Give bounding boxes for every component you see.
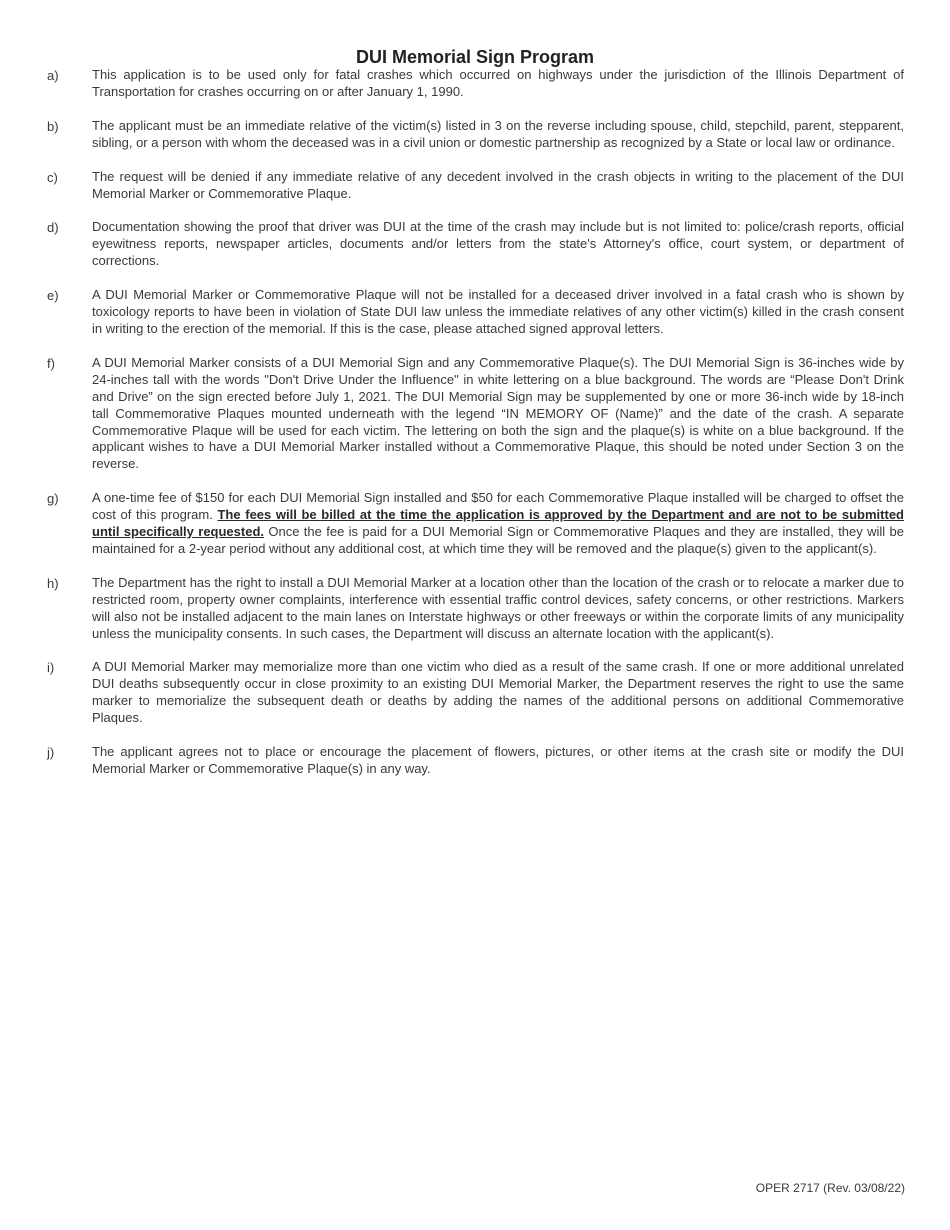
list-item-b xyxy=(0,118,950,152)
form-number: OPER 2717 (Rev. 03/08/22) xyxy=(755,1181,905,1195)
item-letter: g) xyxy=(47,491,59,507)
instruction-list xyxy=(0,67,950,795)
item-text: Documentation showing the proof that driver was DUI at the time of the crash may include but is not limited to: police/crash reports, official eyewitness reports, newspaper articles, documents and/or letters from the state's Attorney's office, court system, or department of corrections. xyxy=(92,219,904,269)
item-letter: e) xyxy=(47,288,59,304)
item-letter: d) xyxy=(47,220,59,236)
item-text: A DUI Memorial Marker or Commemorative Plaque will not be installed for a deceased driver involved in a fatal crash who is shown by toxicology reports to have been in violation of State DUI law unless the immediate relatives of any other victim(s) killed in the crash consent in writing to the erection of the memorial. If this is the case, please attached signed approval letters. xyxy=(92,287,904,336)
item-text: The applicant must be an immediate relative of the victim(s) listed in 3 on the reverse including spouse, child, stepchild, parent, stepparent, sibling, or a person with whom the deceased was in a civil union or domestic partnership as recognized by a State or local law or ordinance. xyxy=(92,117,904,150)
page-title: DUI Memorial Sign Program xyxy=(355,47,595,67)
item-text: The Department has the right to install a DUI Memorial Marker at a location other than the location of the crash or to relocate a marker due to restricted room, property owner complaints, interference with essential traffic control devices, safety concerns, or other restrictions. Markers will also not be installed adjacent to the main lanes on Interstate highways or other freeways or within the corporate limits of any municipality unless the municipality consents. In such cases, the Department will discuss an alternate location with the applicant(s). xyxy=(92,574,904,641)
item-text: A DUI Memorial Marker consists of a DUI Memorial Sign and any Commemorative Plaque(s). The DUI Memorial Sign is 36-inches wide by 24-inches tall with the words "Don't Drive Under the Influence" in white lettering on a blue background. The words are “Please Don't Drink and Drive” on the sign erected before July 1, 2021. The DUI Memorial Sign may be supplemented by one or more 36-inch wide by 18-inch tall Commemorative Plaques mounted underneath with the legend “IN MEMORY OF (Name)” and the date of the crash. A separate Commemorative Plaque will be used for each victim. The lettering on both the sign and the plaque(s) is white on a blue background. If the applicant wishes to have a DUI Memorial Marker installed without a Commemorative Plaque, this should be noted under Section 3 on the reverse. xyxy=(92,354,904,472)
item-text: The request will be denied if any immediate relative of any decedent involved in the crash objects in writing to the placement of the DUI Memorial Marker or Commemorative Plaque. xyxy=(92,168,904,201)
list-item-i xyxy=(0,659,950,727)
item-text xyxy=(92,490,904,558)
list-item-c xyxy=(0,169,950,203)
item-text: A DUI Memorial Marker may memorialize more than one victim who died as a result of the same crash. If one or more additional unrelated DUI deaths subsequently occur in close proximity to an existing DUI Memorial Marker, the Department reserves the right to use the same marker to memorialize the subsequent death or deaths by adding the names of the additional persons on additional Commemorative Plaques. xyxy=(92,659,904,726)
item-letter: c) xyxy=(47,169,58,185)
list-item-f xyxy=(0,355,950,473)
item-letter: j) xyxy=(47,745,55,761)
item-letter: f) xyxy=(47,355,55,371)
item-text: This application is to be used only for fatal crashes which occurred on highways under the jurisdiction of the Illinois Department of Transportation for crashes occurring on or after January 1, 1990. xyxy=(92,67,904,99)
item-letter: h) xyxy=(47,575,59,591)
list-item-g xyxy=(0,490,950,558)
item-text-tail: Once the fee is paid for a DUI Memorial Sign or Commemorative Plaques and they are installed, they will be maintained for a 2-year period without any additional cost, at which time they will be removed and the plaque(s) given to the applicant(s). xyxy=(92,524,905,556)
list-item-d xyxy=(0,219,950,270)
item-text-lead: A one-time fee of $150 for each DUI Memorial Sign installed and $50 for each Commemorative Plaque installed will be charged to offset the cost of this program. xyxy=(92,490,904,523)
item-letter: i) xyxy=(47,660,55,676)
list-item-j xyxy=(0,744,950,778)
item-letter: a) xyxy=(47,68,59,83)
item-letter: b) xyxy=(47,118,59,134)
list-item-h xyxy=(0,575,950,643)
fee-billing-notice: The fees will be billed at the time the application is approved by the Department and are not to be submitted until specifically requested. xyxy=(92,507,904,540)
list-item-e xyxy=(0,287,950,338)
item-text: The applicant agrees not to place or encourage the placement of flowers, pictures, or other items at the crash site or modify the DUI Memorial Marker or Commemorative Plaque(s) in any way. xyxy=(92,744,904,776)
list-item-a xyxy=(0,67,950,101)
